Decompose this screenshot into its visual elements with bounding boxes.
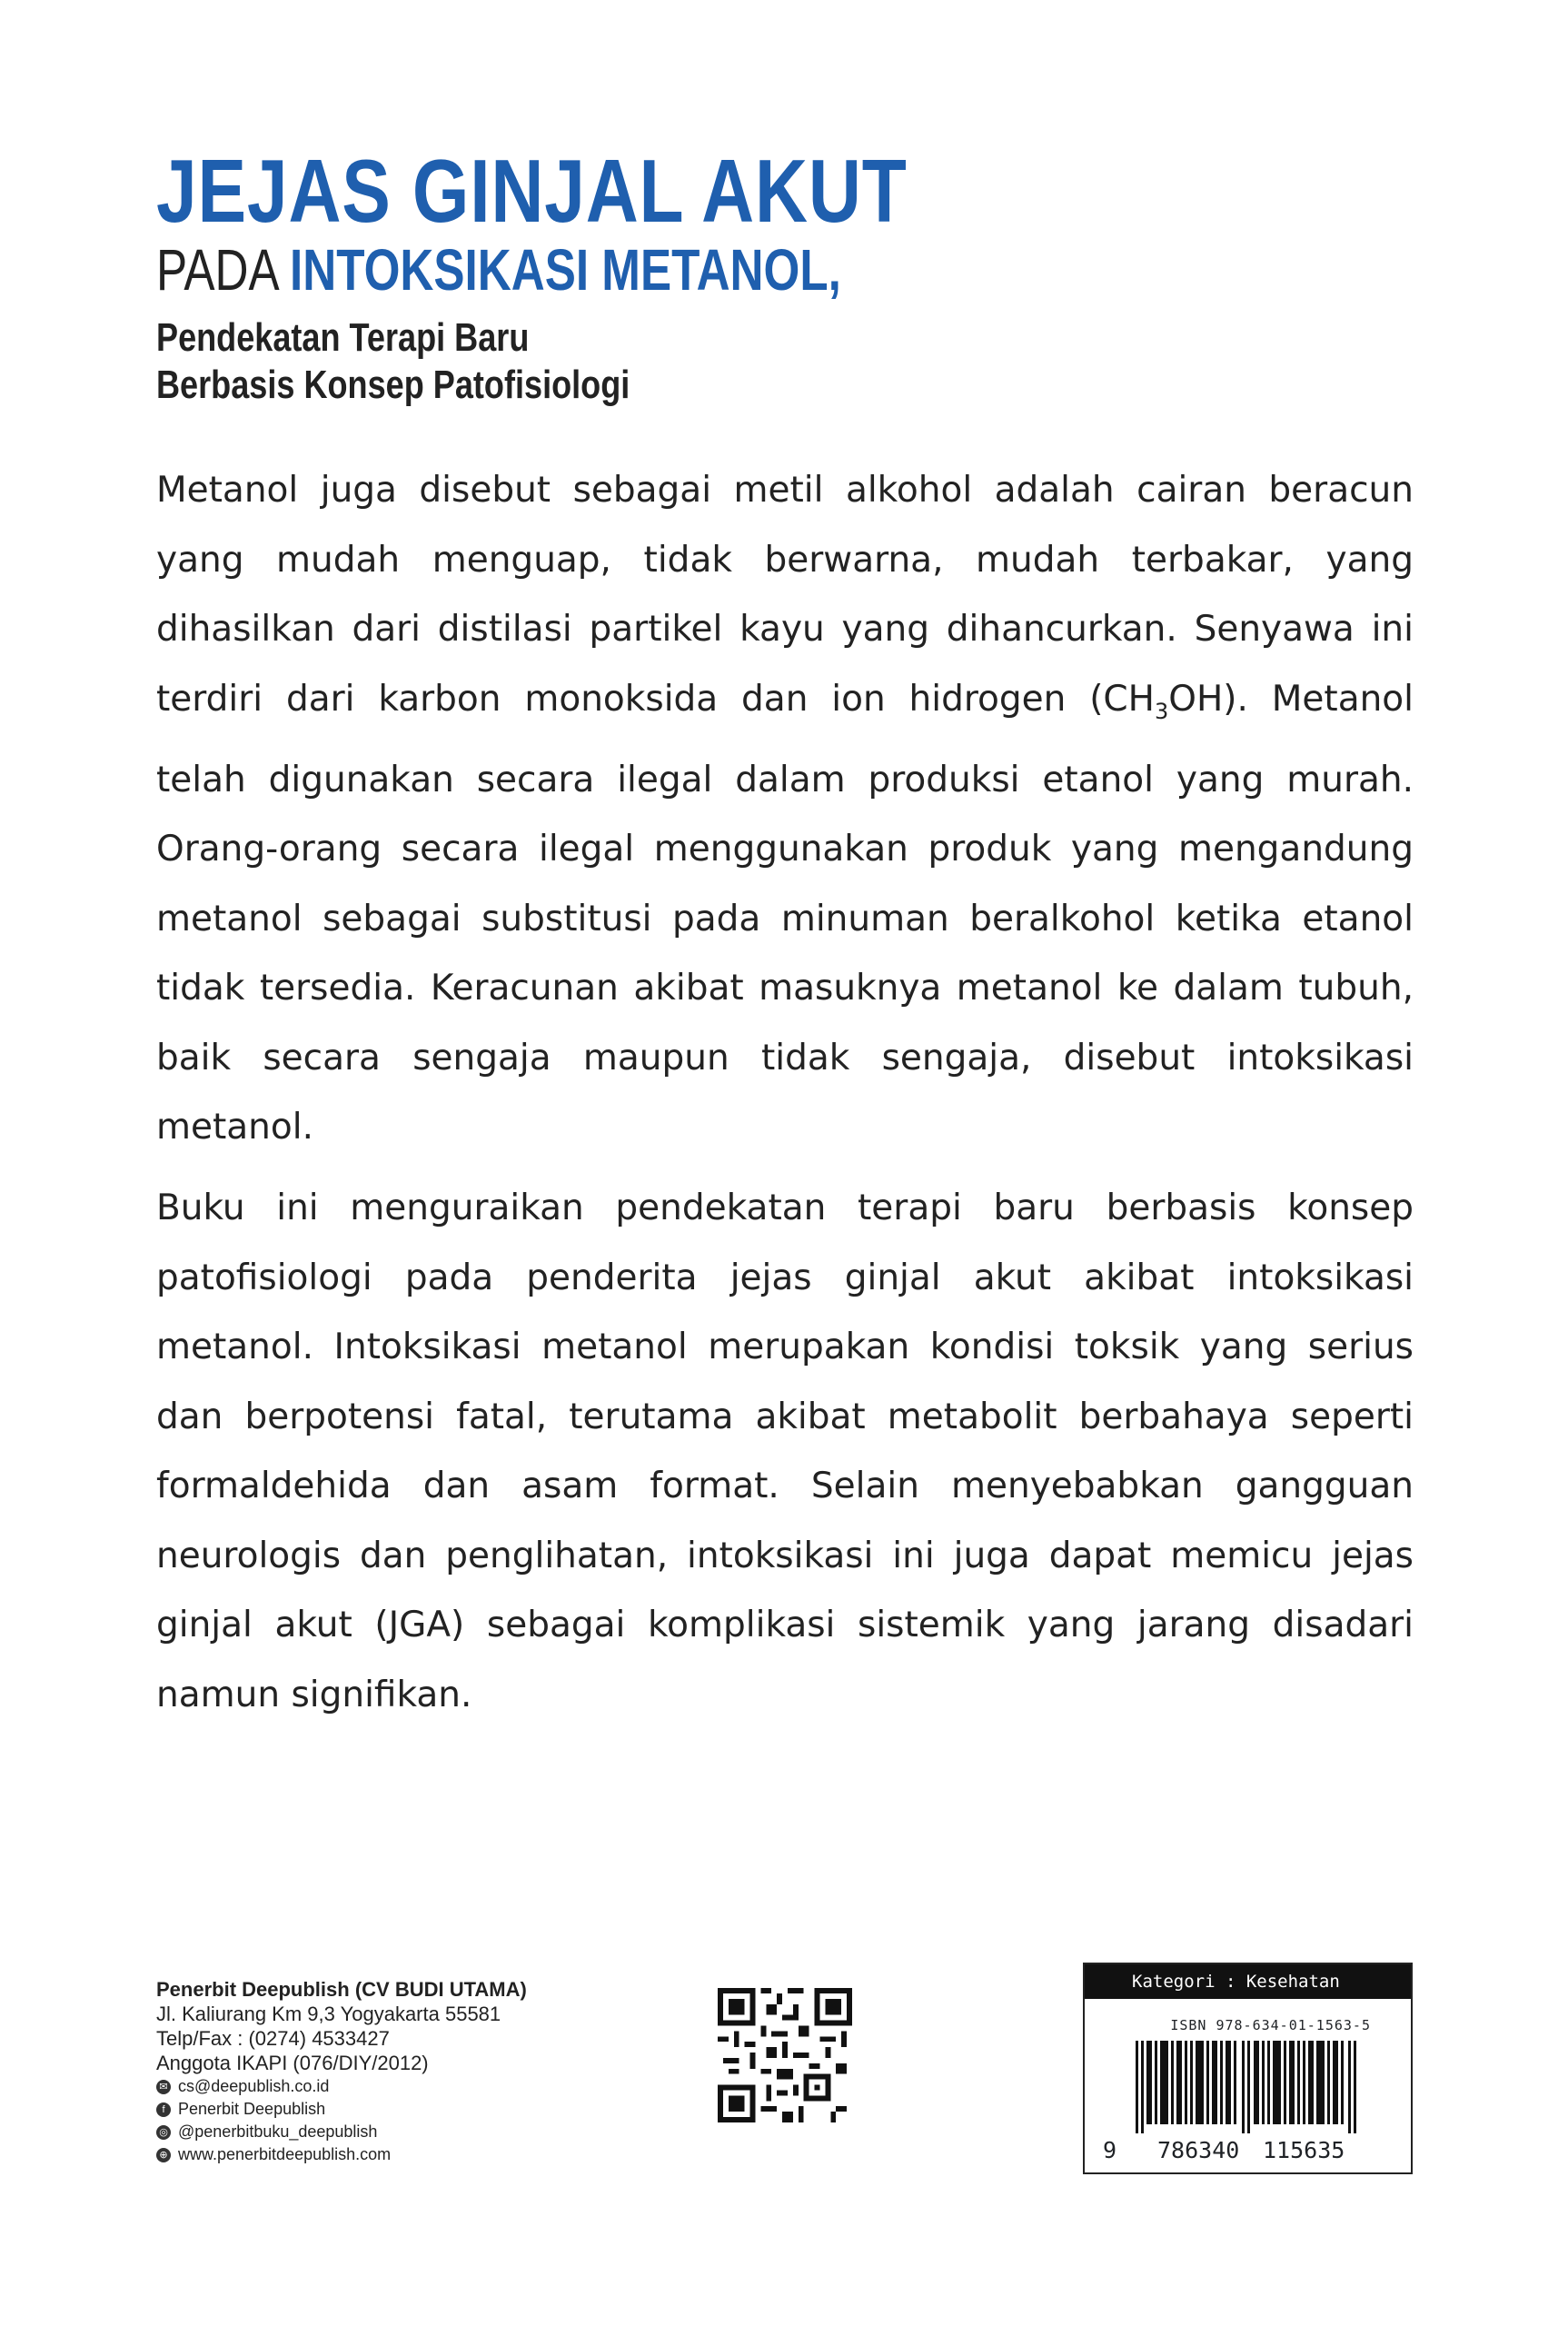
book-subtitle <box>156 238 888 302</box>
facebook-text: Penerbit Deepublish <box>178 2100 326 2118</box>
blurb-paragraph-1 <box>156 456 1414 1163</box>
facebook-icon: f <box>156 2102 171 2117</box>
contact-instagram <box>156 2121 527 2143</box>
barcode-bars <box>1136 2041 1363 2133</box>
category-label: Kategori : Kesehatan <box>1085 1964 1411 1999</box>
barcode-digits-right: 115635 <box>1263 2137 1345 2163</box>
book-title: JEJAS GINJAL AKUT <box>156 141 908 241</box>
tagline-line1: Pendekatan Terapi Baru <box>156 315 530 360</box>
barcode-digits-left: 786340 <box>1157 2137 1240 2163</box>
instagram-icon: ◎ <box>156 2125 171 2140</box>
blurb-paragraph-2: Buku ini menguraikan pendekatan terapi baru berbasis konsep patofisiologi pada penderita jejas ginjal akut akibat intoksikasi metanol. Intoksikasi metanol merupakan kondisi toksik yang serius dan berpotensi fatal, terutama akibat metabolit berbahaya seperti formaldehida dan asam format. Selain menyebabkan gangguan neurologis dan penglihatan, intoksikasi ini juga dapat memicu jejas ginjal akut (JGA) sebagai komplikasi sistemik yang jarang disadari namun signifikan. <box>156 1188 1414 1715</box>
globe-icon: ⊕ <box>156 2148 171 2162</box>
contact-facebook <box>156 2098 527 2121</box>
publisher-name: Penerbit Deepublish (CV BUDI UTAMA) <box>156 1978 527 2001</box>
title-block <box>156 141 1072 409</box>
qr-code[interactable] <box>718 1988 852 2122</box>
subtitle-prefix: PADA <box>156 237 277 303</box>
isbn-text: ISBN 978-634-01-1563-5 <box>1170 2017 1371 2033</box>
p1-subscript: 3 <box>1154 698 1169 724</box>
website-text: www.penerbitdeepublish.com <box>178 2145 392 2163</box>
publisher-phone: Telp/Fax : (0274) 4533427 <box>156 2027 390 2050</box>
isbn-barcode-box <box>1083 1963 1413 2174</box>
email-icon: ✉ <box>156 2080 171 2094</box>
tagline-line2: Berbasis Konsep Patofisiologi <box>156 363 630 407</box>
barcode-digit-first: 9 <box>1103 2137 1117 2163</box>
contact-website <box>156 2143 527 2166</box>
subtitle-highlight: INTOKSIKASI METANOL, <box>290 237 841 303</box>
instagram-text: @penerbitbuku_deepublish <box>178 2122 378 2141</box>
contact-email <box>156 2075 527 2098</box>
publisher-address: Jl. Kaliurang Km 9,3 Yogyakarta 55581 <box>156 2003 501 2025</box>
publisher-member: Anggota IKAPI (076/DIY/2012) <box>156 2052 429 2074</box>
publisher-info <box>156 1977 527 2166</box>
p1-text-after: OH). Metanol telah digunakan secara ilegal dalam produksi etanol yang murah. Orang-orang secara ilegal menggunakan produk yang mengandung metanol sebagai substitusi pada minuman beralkohol ketika etanol tidak tersedia. Keracunan akibat masuknya metanol ke dalam tubuh, baik secara sengaja maupun tidak sengaja, disebut intoksikasi metanol. <box>156 678 1414 1148</box>
p1-text-before: Metanol juga disebut sebagai metil alkohol adalah cairan beracun yang mudah menguap, tidak berwarna, mudah terbakar, yang dihasilkan dari distilasi partikel kayu yang dihancurkan. Senyawa ini terdiri dari karbon monoksida dan ion hidrogen (CH <box>156 470 1414 720</box>
email-text: cs@deepublish.co.id <box>178 2077 330 2095</box>
